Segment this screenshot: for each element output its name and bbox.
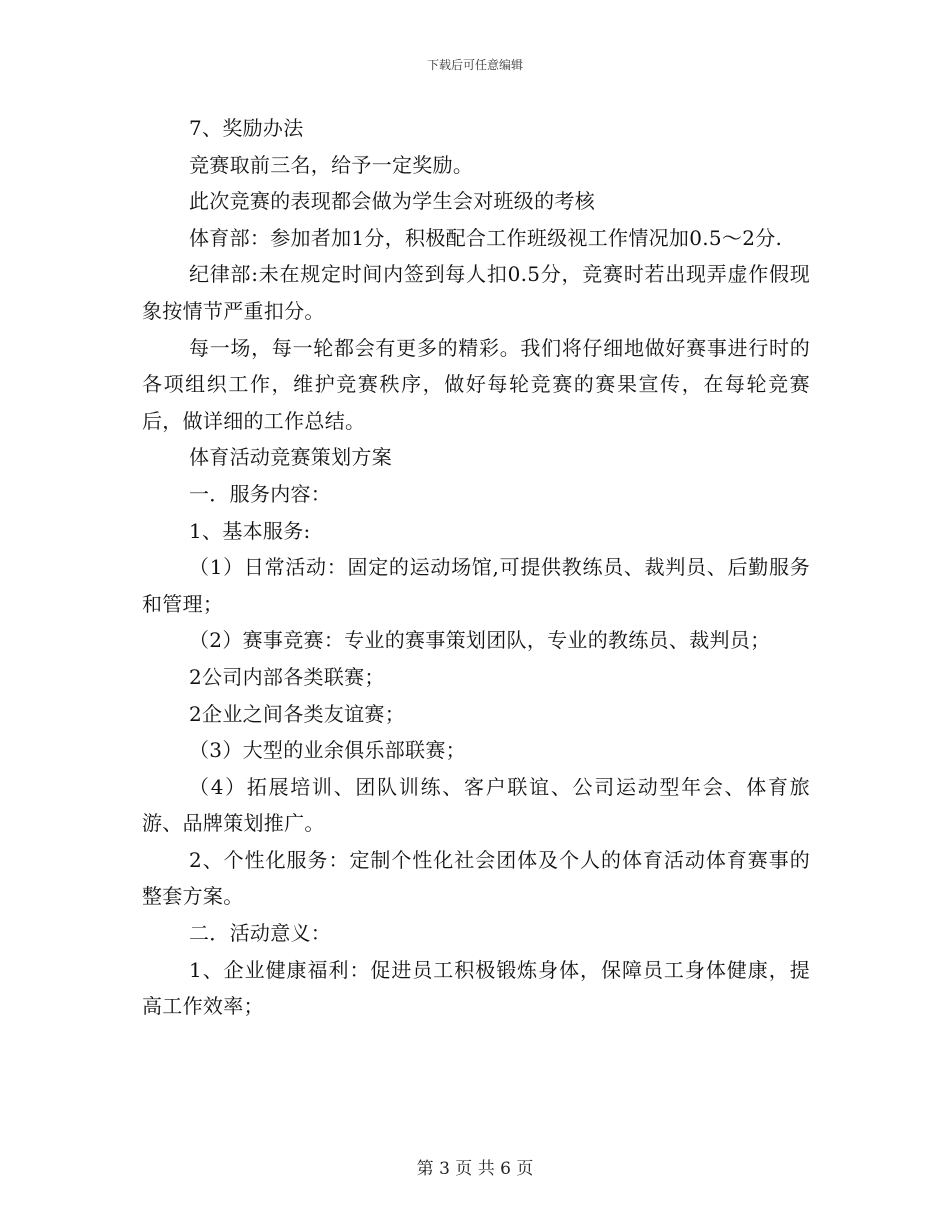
paragraph: 竞赛取前三名，给予一定奖励。 [189,152,474,177]
document-body [142,110,810,1025]
subheading: 1、基本服务: [189,518,311,543]
list-item: 2公司内部各类联赛； [189,664,385,689]
paragraph: 此次竞赛的表现都会做为学生会对班级的考核 [189,189,595,214]
heading: 二．活动意义： [189,921,332,946]
paragraph: 纪律部:未在规定时间内签到每人扣0.5分，竞赛时若出现弄虚作假现象按情节严重扣分。 [142,262,810,323]
list-item: （3）大型的业余俱乐部联赛； [189,738,466,763]
paragraph: 2、个性化服务：定制个性化社会团体及个人的体育活动体育赛事的整套方案。 [142,847,810,909]
page-header: 下载后可任意编辑 [426,58,523,72]
section-title: 体育活动竞赛策划方案 [189,445,392,470]
list-item: （4）拓展培训、团队训练、客户联谊、公司运动型年会、体育旅游、品牌策划推广。 [142,774,810,836]
paragraph: 7、奖励办法 [189,116,304,140]
paragraph: 体育部：参加者加1分，积极配合工作班级视工作情况加0.5～2分. [189,225,783,250]
paragraph: 1、企业健康福利：促进员工积极锻炼身体，保障员工身体健康，提高工作效率； [142,957,810,1019]
heading: 一．服务内容： [189,481,332,506]
paragraph: 每一场，每一轮都会有更多的精彩。我们将仔细地做好赛事进行时的各项组织工作，维护竞赛秩序，做好每轮竞赛的赛果宣传，在每轮竞赛后，做详细的工作总结。 [142,335,810,433]
list-item: 2企业之间各类友谊赛； [189,701,406,726]
page-footer: 第 3 页 共 6 页 [416,1159,534,1179]
list-item: （1）日常活动：固定的运动场馆,可提供教练员、裁判员、后勤服务和管理； [142,555,810,616]
list-item: （2）赛事竞赛：专业的赛事策划团队，专业的教练员、裁判员； [189,628,771,653]
